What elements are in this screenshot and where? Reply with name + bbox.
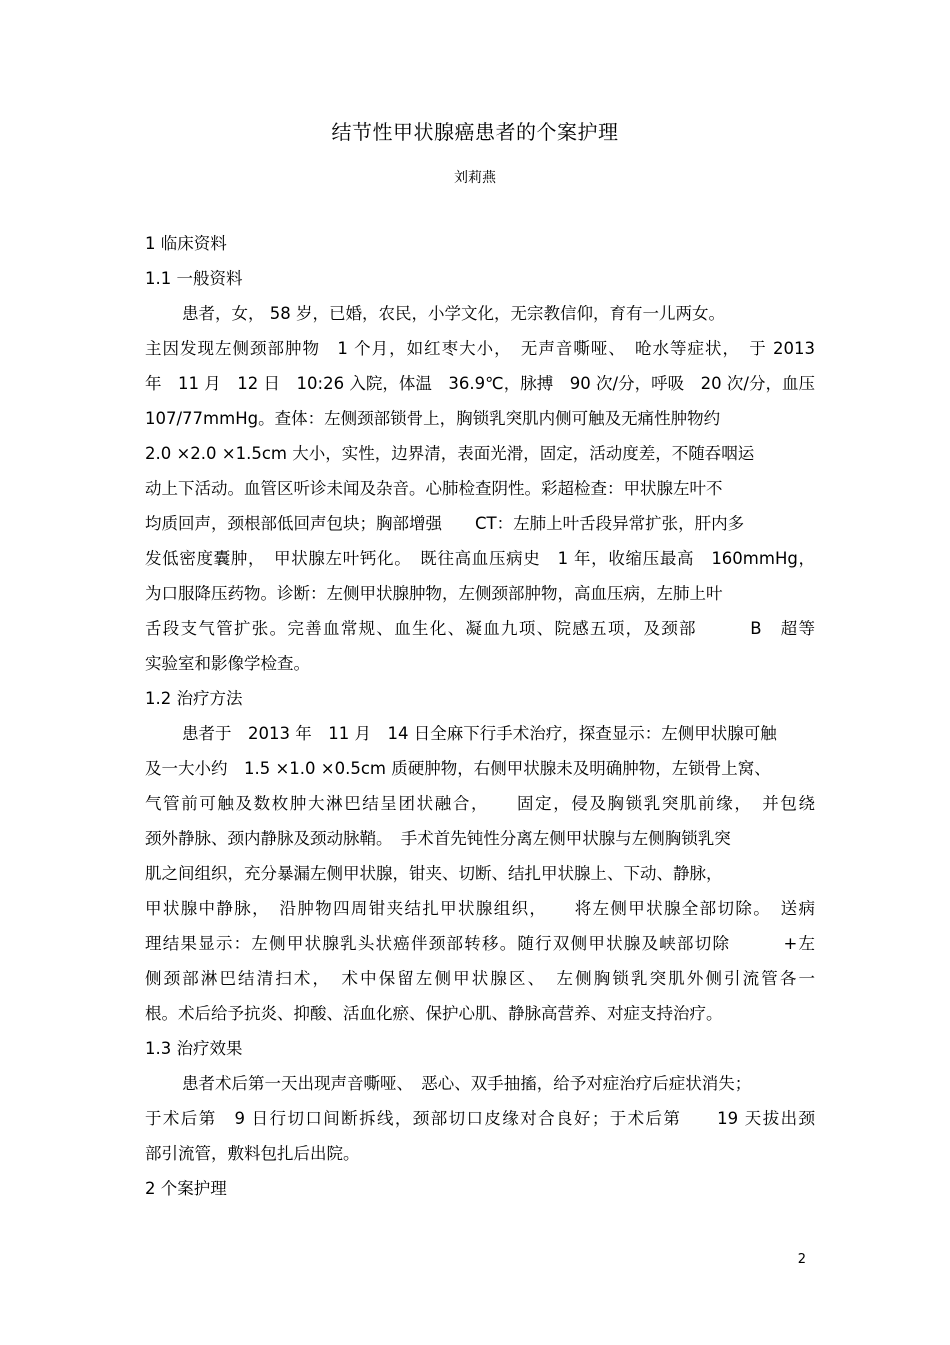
paragraph-line: 年 11 月 12 日 10:26 入院，体温 36.9℃，脉搏 90 次/分，呼吸 20 次/分，血压	[145, 374, 815, 393]
section-heading: 2 个案护理	[145, 1179, 227, 1198]
paragraph-line: 为口服降压药物。诊断：左侧甲状腺肿物，左侧颈部肿物，高血压病，左肺上叶	[145, 584, 723, 603]
paragraph-line: 颈外静脉、颈内静脉及颈动脉鞘。 手术首先钝性分离左侧甲状腺与左侧胸锁乳突	[145, 829, 731, 848]
paragraph-line: 理结果显示：左侧甲状腺乳头状癌伴颈部转移。随行双侧甲状腺及峡部切除 +左	[145, 934, 815, 953]
subsection-heading: 1.3 治疗效果	[145, 1039, 243, 1058]
paragraph-line: 主因发现左侧颈部肿物 1 个月，如红枣大小， 无声音嘶哑、 呛水等症状， 于 2013	[145, 339, 815, 358]
paragraph-line: 舌段支气管扩张。完善血常规、血生化、凝血九项、院感五项，及颈部 B 超等	[145, 619, 815, 638]
paragraph-line: 实验室和影像学检查。	[145, 654, 310, 673]
paragraph-line: 于术后第 9 日行切口间断拆线，颈部切口皮缘对合良好；于术后第 19 天拔出颈	[145, 1109, 815, 1128]
paragraph-line: 甲状腺中静脉， 沿肿物四周钳夹结扎甲状腺组织， 将左侧甲状腺全部切除。 送病	[145, 899, 815, 918]
paragraph-line: 及一大小约 1.5 ×1.0 ×0.5cm 质硬肿物，右侧甲状腺未及明确肿物，左锁骨上窝、	[145, 759, 771, 778]
document-body	[145, 226, 815, 1206]
paragraph-line: 肌之间组织，充分暴漏左侧甲状腺，钳夹、切断、结扎甲状腺上、下动、静脉，	[145, 864, 723, 883]
paragraph-line: 2.0 ×2.0 ×1.5cm 大小，实性，边界清，表面光滑，固定，活动度差，不随吞咽运	[145, 444, 755, 463]
paragraph-line: 侧颈部淋巴结清扫术， 术中保留左侧甲状腺区、 左侧胸锁乳突肌外侧引流管各一	[145, 969, 815, 988]
paragraph-line: 患者于 2013 年 11 月 14 日全麻下行手术治疗，探查显示：左侧甲状腺可触	[182, 724, 777, 743]
paragraph-line: 107/77mmHg。查体：左侧颈部锁骨上，胸锁乳突肌内侧可触及无痛性肿物约	[145, 409, 721, 428]
paragraph-line: 部引流管，敷料包扎后出院。	[145, 1144, 360, 1163]
paragraph-line: 患者，女， 58 岁，已婚，农民，小学文化，无宗教信仰，育有一儿两女。	[182, 304, 725, 323]
paragraph-line: 发低密度囊肿， 甲状腺左叶钙化。 既往高血压病史 1 年，收缩压最高 160mmHg，	[145, 549, 815, 568]
paragraph-line: 根。术后给予抗炎、抑酸、活血化瘀、保护心肌、静脉高营养、对症支持治疗。	[145, 1004, 723, 1023]
section-heading: 1 临床资料	[145, 234, 227, 253]
subsection-heading: 1.1 一般资料	[145, 269, 243, 288]
paragraph-line: 气管前可触及数枚肿大淋巴结呈团状融合， 固定，侵及胸锁乳突肌前缘， 并包绕	[145, 794, 815, 813]
paragraph-line: 患者术后第一天出现声音嘶哑、 恶心、双手抽搐，给予对症治疗后症状消失；	[182, 1074, 752, 1093]
page-number: 2	[797, 1252, 806, 1267]
document-title: 结节性甲状腺癌患者的个案护理	[331, 120, 619, 144]
paragraph-line: 动上下活动。血管区听诊未闻及杂音。心肺检查阴性。彩超检查：甲状腺左叶不	[145, 479, 723, 498]
paragraph-line: 均质回声，颈根部低回声包块；胸部增强 CT：左肺上叶舌段异常扩张，肝内多	[145, 514, 745, 533]
subsection-heading: 1.2 治疗方法	[145, 689, 243, 708]
document-author: 刘莉燕	[454, 170, 496, 186]
